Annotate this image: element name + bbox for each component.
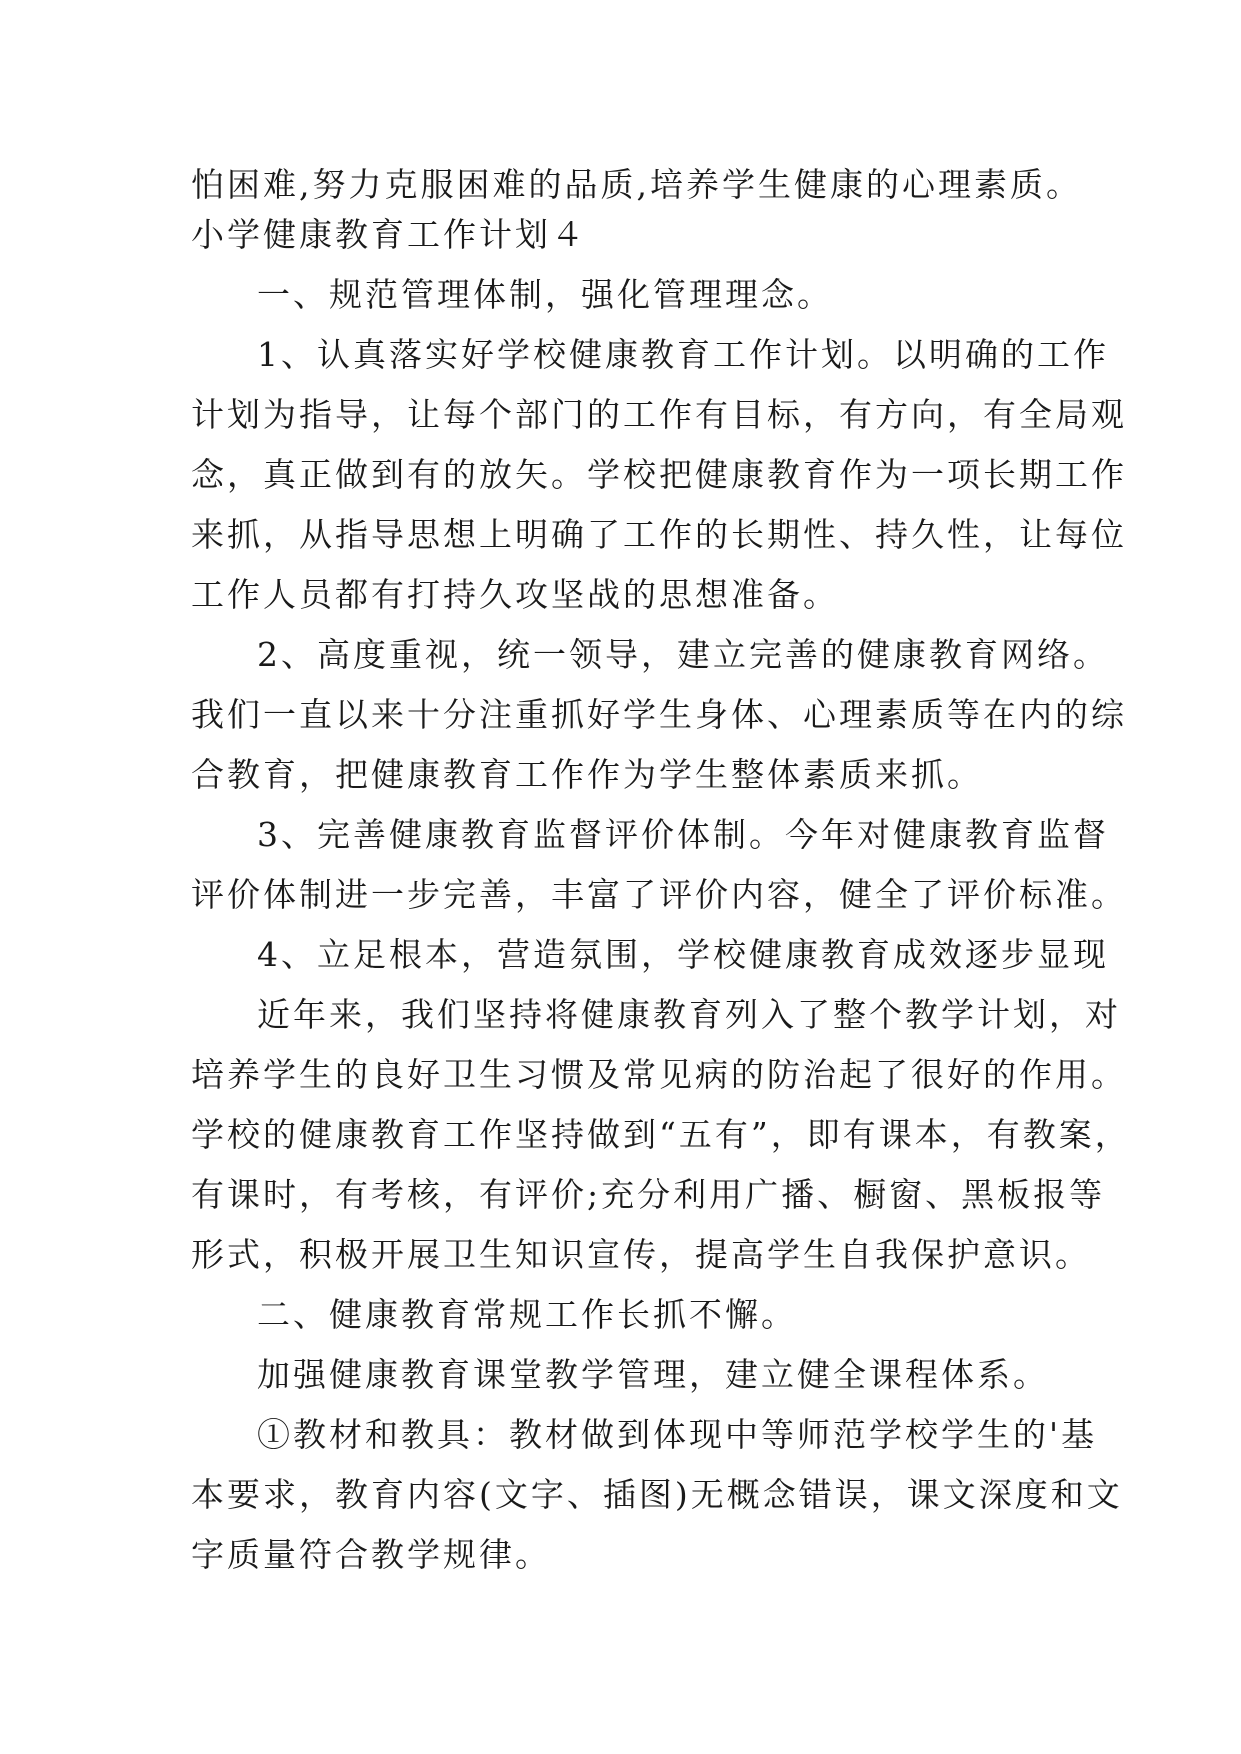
- text-line-22: ①教材和教具：教材做到体现中等师范学校学生的'基: [257, 1415, 1098, 1454]
- text-line-13: 评价体制进一步完善，丰富了评价内容，健全了评价标准。: [191, 875, 1127, 914]
- text-line-21: 加强健康教育课堂教学管理，建立健全课程体系。: [257, 1355, 1049, 1394]
- text-line-1: 怕困难,努力克服困难的品质,培养学生健康的心理素质。: [191, 165, 1082, 204]
- text-line-14: 4、立足根本，营造氛围，学校健康教育成效逐步显现: [257, 935, 1109, 974]
- text-line-19: 形式，积极开展卫生知识宣传，提高学生自我保护意识。: [191, 1235, 1091, 1274]
- heading-1: 一、规范管理体制，强化管理理念。: [257, 275, 833, 314]
- text-line-11: 合教育，把健康教育工作作为学生整体素质来抓。: [191, 755, 983, 794]
- text-line-8: 工作人员都有打持久攻坚战的思想准备。: [191, 575, 839, 614]
- text-line-5: 计划为指导，让每个部门的工作有目标，有方向，有全局观: [191, 395, 1127, 434]
- text-line-12: 3、完善健康教育监督评价体制。今年对健康教育监督: [257, 815, 1109, 854]
- text-line-24: 字质量符合教学规律。: [191, 1535, 551, 1574]
- text-line-15: 近年来，我们坚持将健康教育列入了整个教学计划，对: [257, 995, 1121, 1034]
- text-line-4: 1、认真落实好学校健康教育工作计划。以明确的工作: [257, 335, 1109, 374]
- text-line-16: 培养学生的良好卫生习惯及常见病的防治起了很好的作用。: [191, 1055, 1127, 1094]
- text-line-18: 有课时，有考核，有评价;充分利用广播、橱窗、黑板报等: [191, 1175, 1106, 1214]
- text-line-10: 我们一直以来十分注重抓好学生身体、心理素质等在内的综: [191, 695, 1127, 734]
- text-line-23: 本要求，教育内容(文字、插图)无概念错误，课文深度和文: [191, 1475, 1123, 1514]
- text-line-17: 学校的健康教育工作坚持做到“五有”，即有课本，有教案，: [191, 1115, 1131, 1154]
- text-line-6: 念，真正做到有的放矢。学校把健康教育作为一项长期工作: [191, 455, 1127, 494]
- text-line-7: 来抓，从指导思想上明确了工作的长期性、持久性，让每位: [191, 515, 1127, 554]
- text-line-9: 2、高度重视，统一领导，建立完善的健康教育网络。: [257, 635, 1109, 674]
- heading-2: 二、健康教育常规工作长抓不懈。: [257, 1295, 797, 1334]
- document-body: [191, 155, 1131, 1585]
- section-title: 小学健康教育工作计划４: [191, 215, 587, 254]
